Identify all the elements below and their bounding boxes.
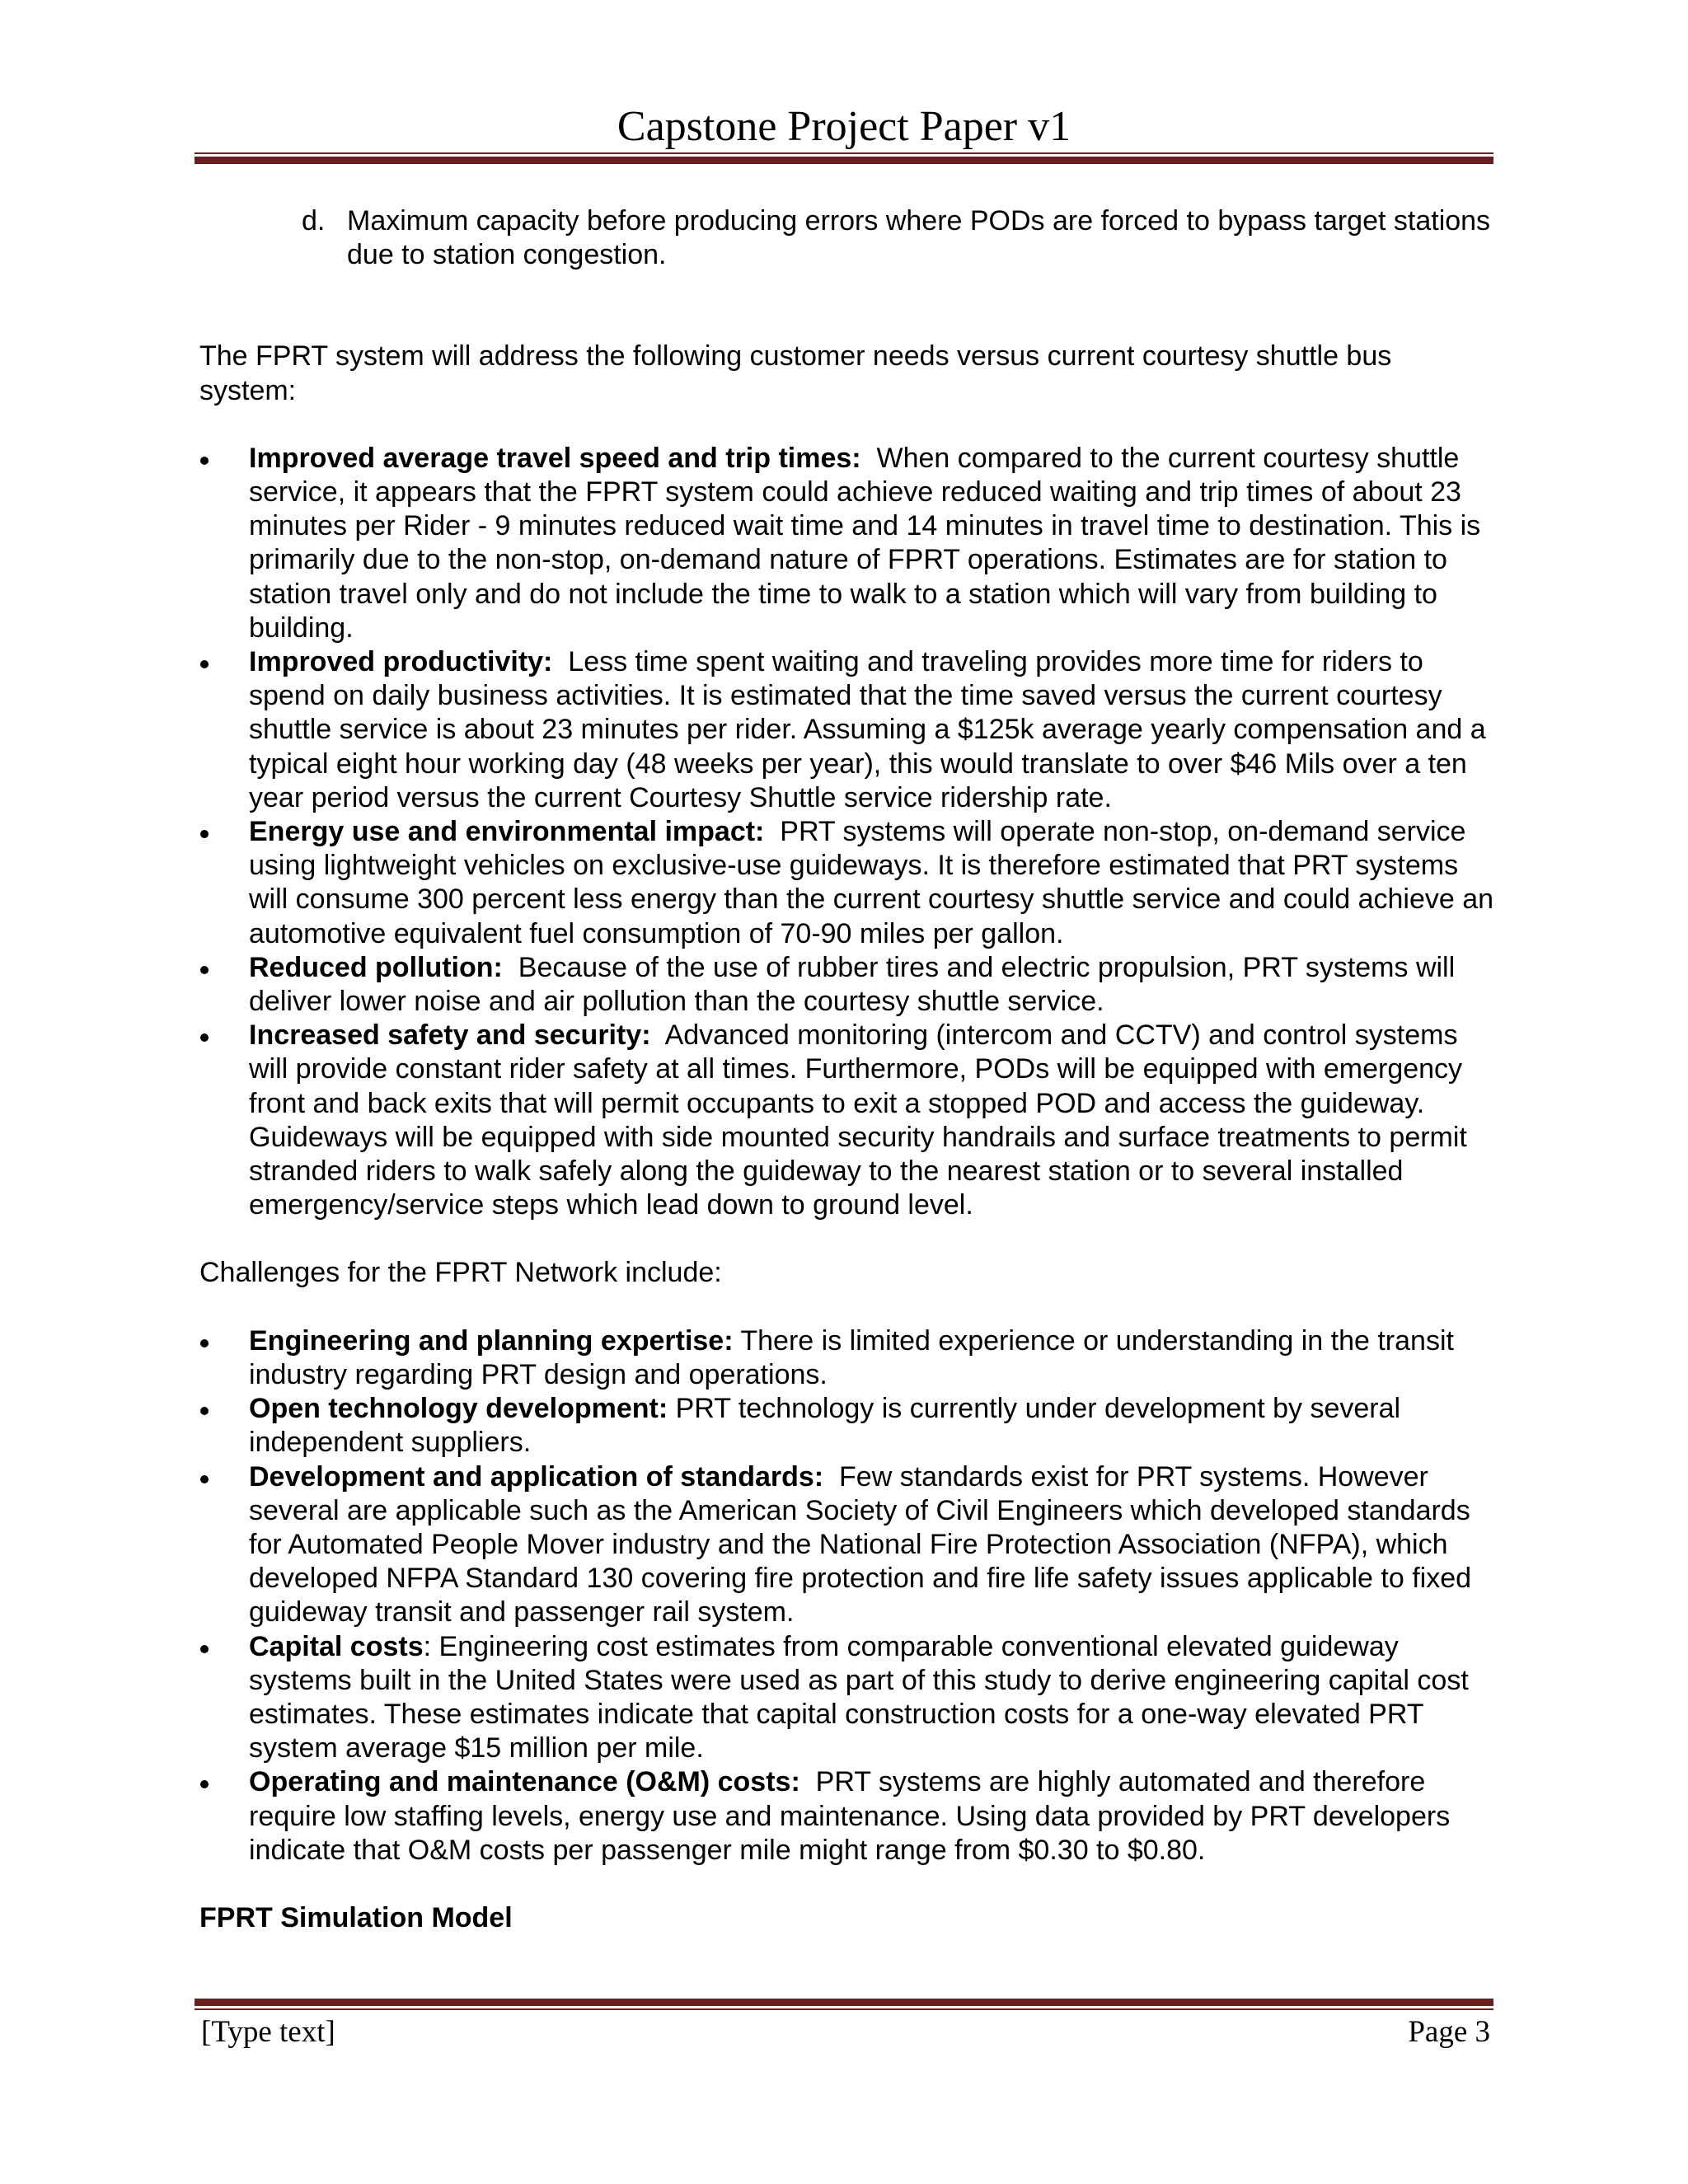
header-rule-thin <box>195 152 1493 154</box>
bullet-icon <box>200 966 209 974</box>
footer-rule-thick <box>195 1999 1493 2006</box>
list-item <box>199 815 1495 951</box>
item-title: Development and application of standards: <box>249 1460 824 1493</box>
bullet-icon <box>200 660 209 668</box>
bullet-icon <box>200 830 209 838</box>
item-title: Increased safety and security: <box>249 1019 651 1052</box>
item-title: Operating and maintenance (O&M) costs: <box>249 1766 800 1798</box>
bullet-icon <box>200 1780 209 1788</box>
customer-needs-list <box>199 442 1495 1223</box>
bullet-icon <box>200 1407 209 1415</box>
item-text: There is limited experience or understanding in the transit industry regarding PRT design and operations. <box>249 1324 1454 1390</box>
list-item <box>199 1765 1495 1868</box>
item-text: PRT systems are highly automated and therefore require low staffing levels, energy use and maintenance. Using data provided by PRT developers indicate that O&M costs per passenger mile might range from $0.30 to $0.80. <box>249 1766 1451 1866</box>
list-item <box>199 442 1495 645</box>
list-item <box>199 1630 1495 1766</box>
footer-left-text: [Type text] <box>201 2015 335 2049</box>
bullet-icon <box>200 1339 209 1347</box>
document-body <box>199 204 1495 1935</box>
list-item <box>199 1392 1495 1460</box>
item-title: Energy use and environmental impact: <box>249 816 765 848</box>
list-item <box>199 1324 1495 1392</box>
list-item <box>199 1019 1495 1222</box>
item-text: : Engineering cost estimates from comparable conventional elevated guideway systems built in the United States were used as part of this study to derive engineering capital cost estimates. These estimates indicate that capital construction costs for a one-way elevated PRT system average $15 million per mile. <box>249 1630 1469 1765</box>
intro-paragraph: The FPRT system will address the following customer needs versus current courtesy shuttle bus system: <box>199 340 1392 406</box>
item-text: When compared to the current courtesy shuttle service, it appears that the FPRT system could achieve reduced waiting and trip times of about 23 minutes per Rider - 9 minutes reduced wait time and 14 minutes in travel time to destination. This is primarily due to the non-stop, on-demand nature of FPRT operations. Estimates are for station to station travel only and do not include the time to walk to a station which will vary from building to building. <box>249 442 1481 644</box>
sub-list-text: Maximum capacity before producing errors where PODs are forced to bypass target stations due to station congestion. <box>347 205 1491 271</box>
item-text: Few standards exist for PRT systems. However several are applicable such as the American Society of Civil Engineers which developed standards for Automated People Mover industry and the National Fire Protection Association (NFPA), which developed NFPA Standard 130 covering fire protection and fire life safety issues applicable to fixed guideway transit and passenger rail system. <box>249 1460 1472 1629</box>
bullet-icon <box>200 1033 209 1042</box>
list-item <box>199 1460 1495 1630</box>
section-heading <box>199 1901 1495 1935</box>
item-text: Because of the use of rubber tires and electric propulsion, PRT systems will deliver lower noise and air pollution than the courtesy shuttle service. <box>249 951 1456 1018</box>
page-header-title: Capstone Project Paper v1 <box>617 103 1071 150</box>
list-item <box>199 951 1495 1019</box>
bullet-icon <box>200 1475 209 1483</box>
item-text: PRT systems will operate non-stop, on-demand service using lightweight vehicles on exclusive-use guideways. It is therefore estimated that PRT systems will consume 300 percent less energy than the current courtesy shuttle service and could achieve an automotive equivalent fuel consumption of 70-90 miles per gallon. <box>249 816 1494 949</box>
list-item <box>199 645 1495 815</box>
item-title: Improved productivity: <box>249 646 553 678</box>
item-text: PRT technology is currently under development by several independent suppliers. <box>249 1393 1401 1459</box>
sub-list-item <box>199 204 1495 272</box>
challenges-intro: Challenges for the FPRT Network include: <box>199 1257 722 1289</box>
item-title: Reduced pollution: <box>249 951 503 983</box>
challenges-list <box>199 1324 1495 1868</box>
section-heading-text: FPRT Simulation Model <box>199 1901 513 1933</box>
item-title: Improved average travel speed and trip times: <box>249 442 861 474</box>
sub-list-marker: d. <box>302 205 326 237</box>
item-text: Less time spent waiting and traveling provides more time for riders to spend on daily business activities. It is estimated that the time saved versus the current courtesy shuttle service is about 23 minutes per rider. Assuming a $125k average yearly compensation and a typical eight hour working day (48 weeks per year), this would translate to over $46 Mils over a ten year period versus the current Courtesy Shuttle service ridership rate. <box>249 646 1486 813</box>
footer-rule-thin <box>195 2008 1493 2010</box>
item-title: Capital costs <box>249 1630 424 1662</box>
bullet-icon <box>200 1645 209 1653</box>
item-title: Open technology development: <box>249 1393 668 1425</box>
bullet-icon <box>200 457 209 465</box>
item-title: Engineering and planning expertise: <box>249 1324 734 1357</box>
footer-page-number: Page 3 <box>1408 2015 1490 2049</box>
item-text: Advanced monitoring (intercom and CCTV) and control systems will provide constant rider safety at all times. Furthermore, PODs will be equipped with emergency front and back exits that will permit occupants to exit a stopped POD and access the guideway. Guideways will be equipped with side mounted security handrails and surface treatments to permit stranded riders to walk safely along the guideway to the nearest station or to several installed emergency/service steps which lead down to ground level. <box>249 1019 1467 1221</box>
header-rule-thick <box>195 157 1493 164</box>
